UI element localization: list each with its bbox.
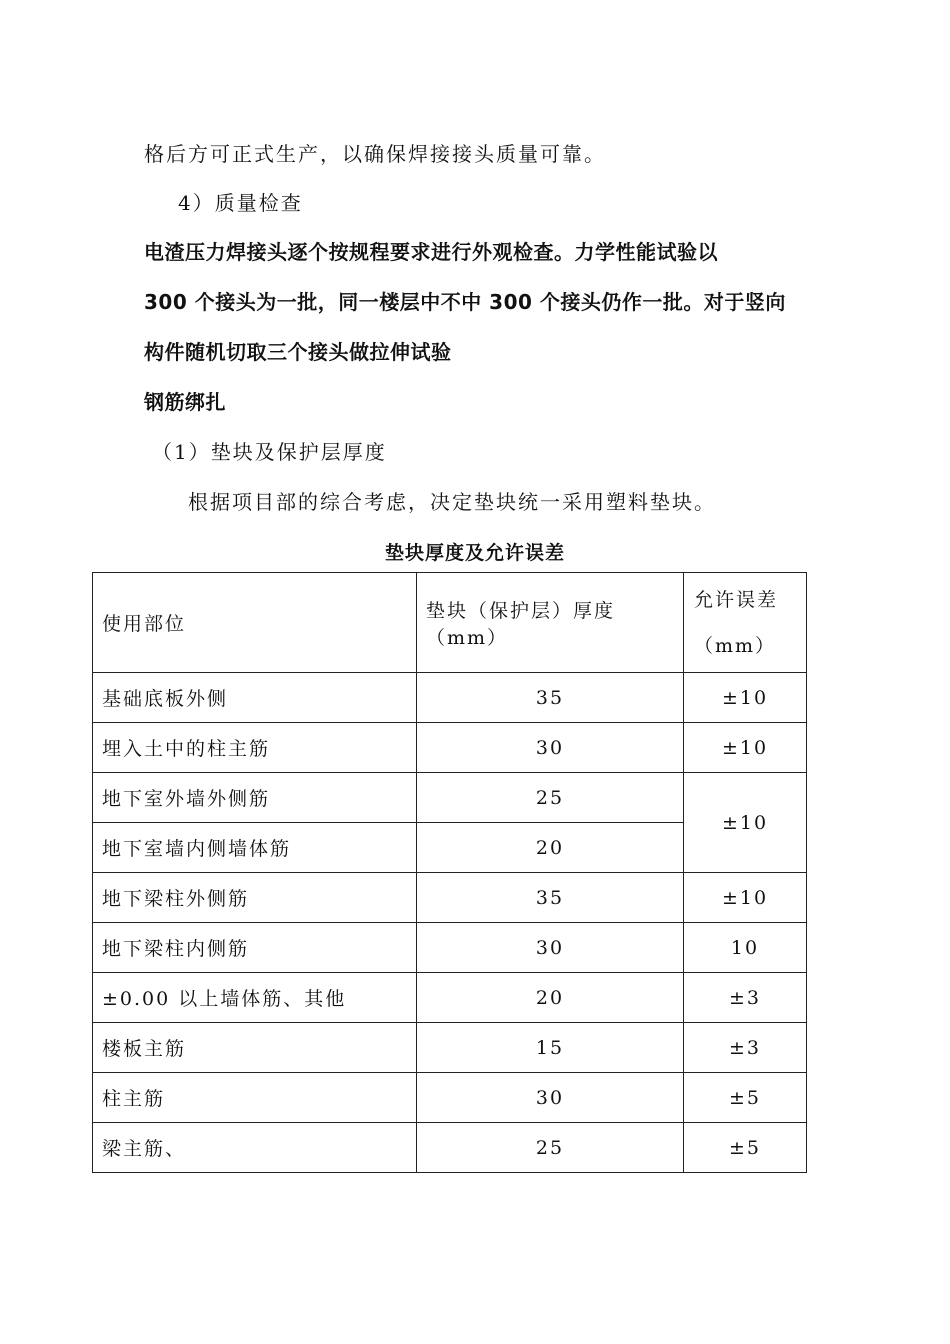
section-heading-rebar-binding: 钢筋绑扎 — [144, 390, 226, 414]
table-row — [93, 673, 807, 723]
table-header-row — [93, 573, 807, 673]
subsection-heading-spacer-blocks: （1）垫块及保护层厚度 — [152, 440, 387, 464]
header-cell-part: 使用部位 — [93, 573, 417, 673]
cell-thickness: 30 — [417, 723, 684, 773]
paragraph-line: 格后方可正式生产，以确保焊接接头质量可靠。 — [144, 142, 606, 166]
table-row — [93, 1123, 807, 1173]
table-row — [93, 723, 807, 773]
cell-part: 地下梁柱外侧筋 — [93, 873, 417, 923]
table-row — [93, 1073, 807, 1123]
cell-tolerance: ±5 — [684, 1073, 807, 1123]
cell-tolerance: ±10 — [684, 723, 807, 773]
cell-thickness: 25 — [417, 1123, 684, 1173]
table-row — [93, 773, 807, 823]
spacer-thickness-table — [92, 572, 807, 1173]
cell-part: 地下室外墙外侧筋 — [93, 773, 417, 823]
cell-part: 梁主筋、 — [93, 1123, 417, 1173]
cell-part: 埋入土中的柱主筋 — [93, 723, 417, 773]
cell-tolerance: ±10 — [684, 673, 807, 723]
header-cell-tolerance — [684, 573, 807, 673]
table-row — [93, 1023, 807, 1073]
cell-tolerance: ±3 — [684, 973, 807, 1023]
cell-tolerance: ±3 — [684, 1023, 807, 1073]
cell-thickness: 30 — [417, 1073, 684, 1123]
cell-thickness: 25 — [417, 773, 684, 823]
cell-part: 楼板主筋 — [93, 1023, 417, 1073]
cell-thickness: 30 — [417, 923, 684, 973]
section-heading-quality-check: 4）质量检查 — [178, 191, 303, 215]
cell-thickness: 20 — [417, 973, 684, 1023]
table-row — [93, 923, 807, 973]
cell-tolerance: ±5 — [684, 1123, 807, 1173]
cell-thickness: 35 — [417, 673, 684, 723]
paragraph-line: 电渣压力焊接头逐个按规程要求进行外观检查。力学性能试验以 — [144, 240, 718, 264]
paragraph-line: 300 个接头为一批，同一楼层中不中 300 个接头仍作一批。对于竖向 — [144, 290, 786, 314]
paragraph-line: 根据项目部的综合考虑，决定垫块统一采用塑料垫块。 — [188, 490, 716, 514]
cell-tolerance-merged: ±10 — [684, 773, 807, 873]
cell-tolerance: ±10 — [684, 873, 807, 923]
header-cell-thickness: 垫块（保护层）厚度（mm） — [417, 573, 684, 673]
cell-thickness: 20 — [417, 823, 684, 873]
cell-part: 基础底板外侧 — [93, 673, 417, 723]
header-tolerance-unit: （mm） — [694, 634, 777, 657]
cell-part: 地下梁柱内侧筋 — [93, 923, 417, 973]
table-caption: 垫块厚度及允许误差 — [384, 542, 565, 564]
cell-part: 地下室墙内侧墙体筋 — [93, 823, 417, 873]
table-row — [93, 873, 807, 923]
cell-thickness: 15 — [417, 1023, 684, 1073]
cell-part: ±0.00 以上墙体筋、其他 — [93, 973, 417, 1023]
header-tolerance-label: 允许误差 — [694, 588, 779, 611]
cell-part: 柱主筋 — [93, 1073, 417, 1123]
paragraph-line: 构件随机切取三个接头做拉伸试验 — [144, 340, 452, 364]
cell-thickness: 35 — [417, 873, 684, 923]
table-row — [93, 973, 807, 1023]
cell-tolerance: 10 — [684, 923, 807, 973]
